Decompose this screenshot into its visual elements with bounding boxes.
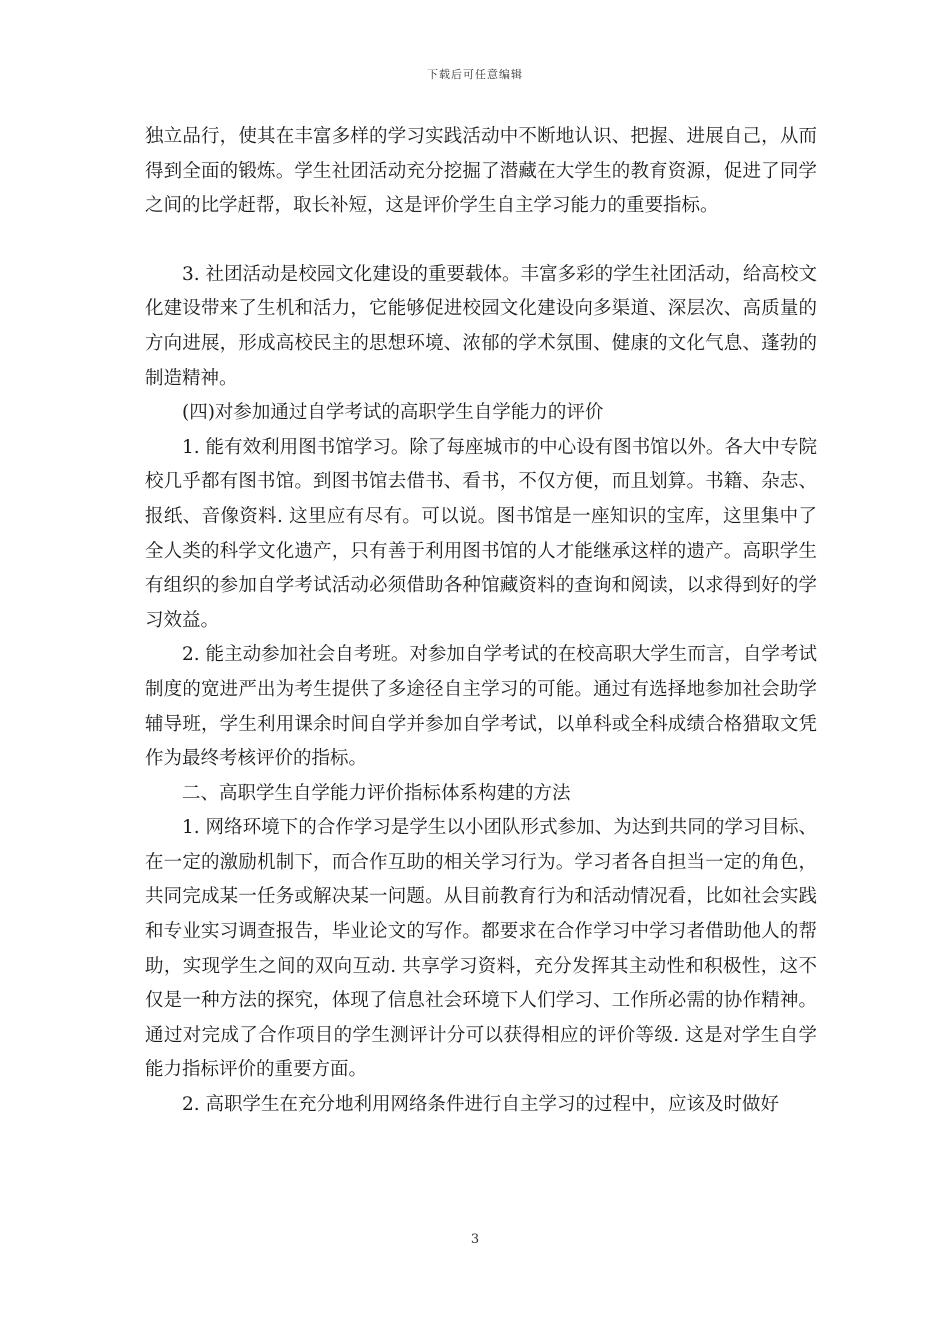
page-number: 3 bbox=[470, 1232, 480, 1247]
document-body bbox=[145, 120, 817, 1123]
paragraph-club-activities: 3. 社团活动是校园文化建设的重要载体。丰富多彩的学生社团活动，给高校文化建设带来了生机和活力，它能够促进校园文化建设向多渠道、深层次、高质量的方向进展，形成高校民主的思想环境、浓郁的学术氛围、健康的文化气息、蓬勃的制造精神。 bbox=[145, 263, 817, 389]
paragraph-continuation: 独立品行，使其在丰富多样的学习实践活动中不断地认识、把握、进展自己，从而得到全面的锻炼。学生社团活动充分挖掘了潜藏在大学生的教育资源，促进了同学之间的比学赶帮，取长补短，这是评价学生自主学习能力的重要指标。 bbox=[145, 126, 817, 217]
paragraph-library-use: 1. 能有效利用图书馆学习。除了每座城市的中心设有图书馆以外。各大中专院校几乎都有图书馆。到图书馆去借书、看书，不仅方便，而且划算。书籍、杂志、报纸、音像资料. 这里应有尽有。可以说。图书馆是一座知识的宝库，这里集中了全人类的科学文化遗产，只有善于利用图书馆的人才能继承这样的遗产。高职学生有组织的参加自学考试活动必须借助各种馆藏资料的查询和阅读，以求得到好的学习效益。 bbox=[145, 436, 817, 631]
section-heading-self-study-exam: (四)对参加通过自学考试的高职学生自学能力的评价 bbox=[182, 402, 604, 424]
paragraph-exam-class: 2. 能主动参加社会自考班。对参加自学考试的在校高职大学生而言，自学考试制度的宽进严出为考生提供了多途径自主学习的可能。通过有选择地参加社会助学辅导班，学生利用课余时间自学并参加自学考试，以单科或全科成绩合格猎取文凭作为最终考核评价的指标。 bbox=[145, 644, 817, 770]
paragraph-network-learning: 2. 高职学生在充分地利用网络条件进行自主学习的过程中，应该及时做好 bbox=[182, 1094, 780, 1116]
page-header: 下载后可任意编辑 bbox=[427, 68, 523, 81]
section-heading-methods: 二、高职学生自学能力评价指标体系构建的方法 bbox=[182, 782, 571, 804]
paragraph-cooperative-learning: 1. 网络环境下的合作学习是学生以小团队形式参加、为达到共同的学习目标、在一定的激励机制下，而合作互助的相关学习行为。学习者各自担当一定的角色，共同完成某一任务或解决某一问题。从目前教育行为和活动情况看，比如社会实践和专业实习调查报告，毕业论文的写作。都要求在合作学习中学习者借助他人的帮助，实现学生之间的双向互动. 共享学习资料，充分发挥其主动性和积极性，这不仅是一种方法的探究，体现了信息社会环境下人们学习、工作所必需的协作精神。通过对完成了合作项目的学生测评计分可以获得相应的评价等级. 这是对学生自学能力指标评价的重要方面。 bbox=[145, 817, 817, 1081]
